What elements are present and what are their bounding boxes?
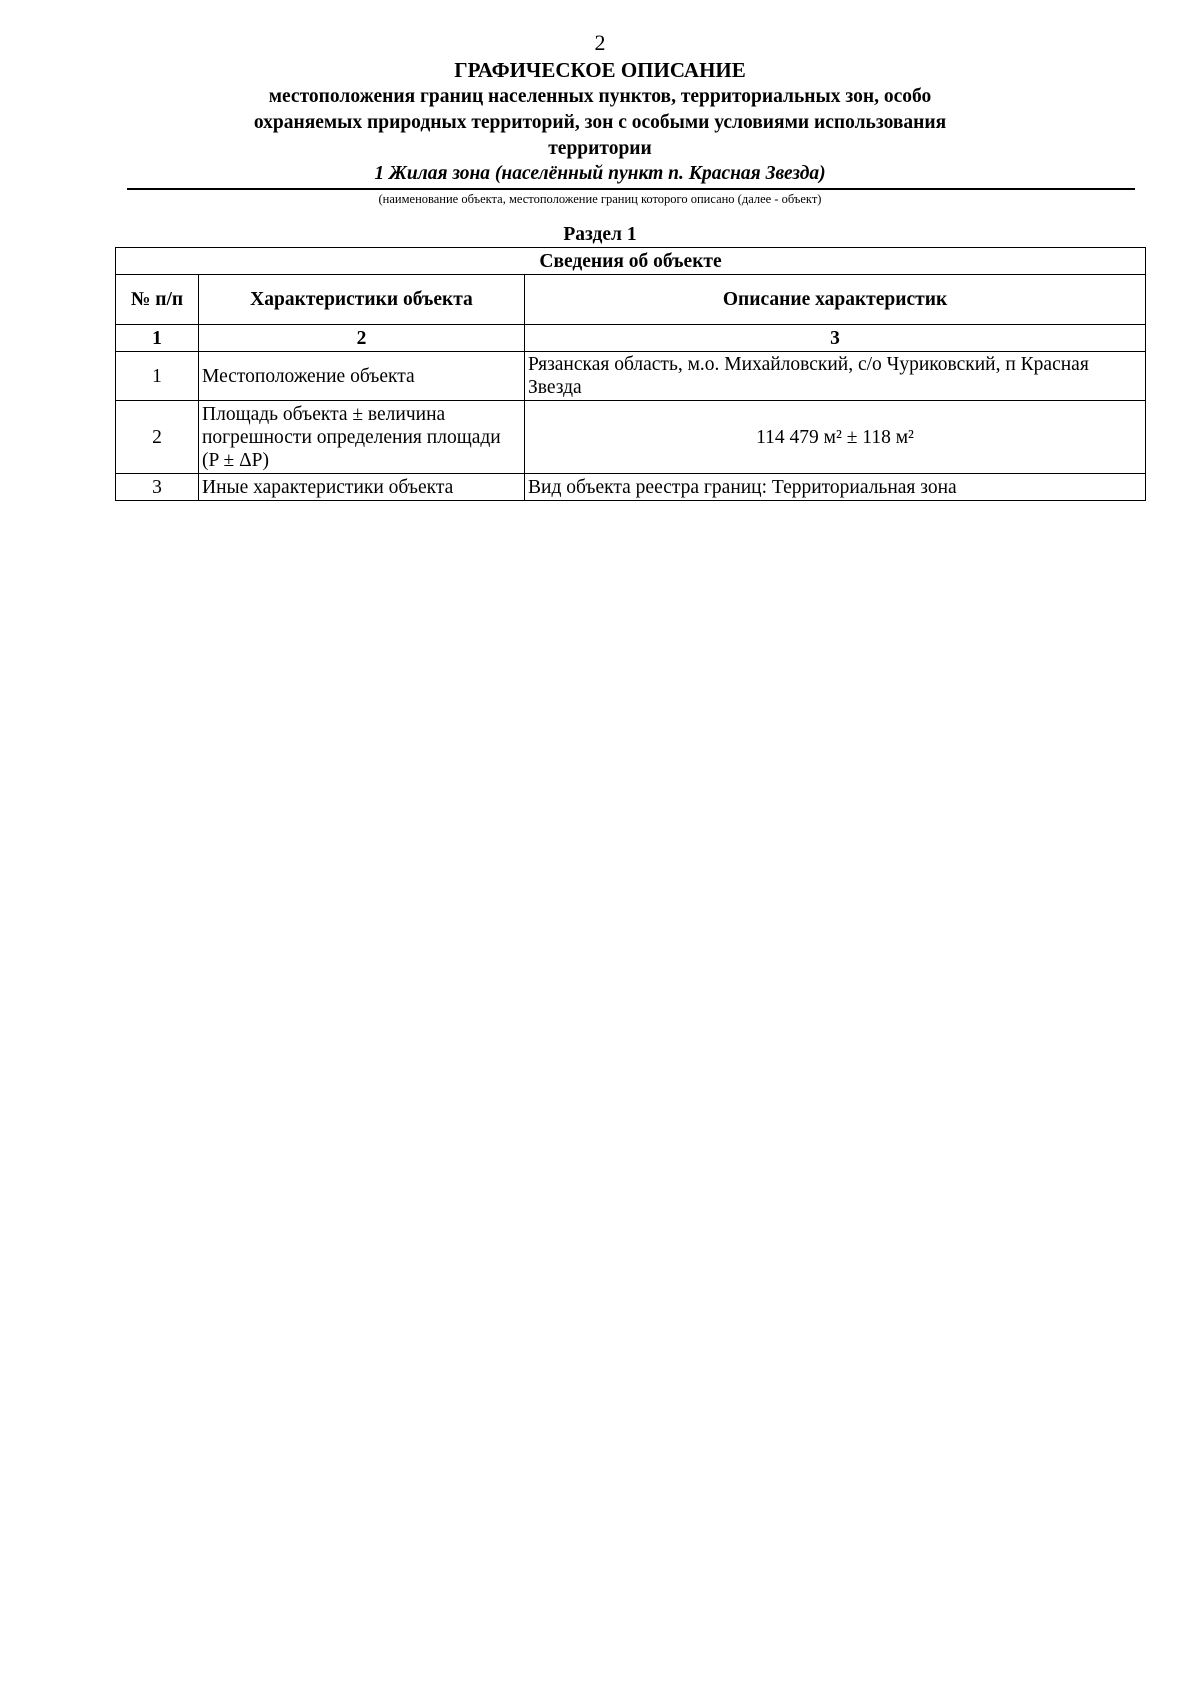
page-number: 2	[594, 30, 606, 55]
header-number: № п/п	[116, 275, 199, 325]
object-name-caption: (наименование объекта, местоположение границ которого описано (далее - объект)	[378, 192, 822, 206]
column-number: 1	[116, 325, 199, 352]
object-info-table	[115, 247, 1146, 501]
table-header-row	[116, 275, 1146, 325]
object-name: 1 Жилая зона (населённый пункт п. Красная Звезда)	[374, 163, 826, 184]
row-description: Рязанская область, м.о. Михайловский, с/о Чуриковский, п Красная Звезда	[525, 352, 1146, 401]
table-row	[116, 401, 1146, 474]
section-title: Раздел 1	[563, 224, 637, 245]
table-caption-row	[116, 248, 1146, 275]
document-title: ГРАФИЧЕСКОЕ ОПИСАНИЕ	[454, 58, 746, 82]
document-subtitle: местоположения границ населенных пунктов, территориальных зон, особо охраняемых природных территорий, зон с особыми условиями использования территории	[253, 86, 947, 159]
row-characteristic: Площадь объекта ± величина погрешности определения площади (P ± ΔP)	[199, 401, 525, 474]
row-description: 114 479 м² ± 118 м²	[525, 401, 1146, 474]
table-row	[116, 352, 1146, 401]
row-characteristic: Местоположение объекта	[199, 352, 525, 401]
row-number: 2	[116, 401, 199, 474]
row-number: 1	[116, 352, 199, 401]
column-number: 3	[525, 325, 1146, 352]
table-row	[116, 474, 1146, 501]
header-characteristic: Характеристики объекта	[199, 275, 525, 325]
object-name-underline	[127, 188, 1135, 190]
row-description: Вид объекта реестра границ: Территориальная зона	[525, 474, 1146, 501]
row-characteristic: Иные характеристики объекта	[199, 474, 525, 501]
row-number: 3	[116, 474, 199, 501]
column-number-row	[116, 325, 1146, 352]
table-caption: Сведения об объекте	[116, 248, 1146, 275]
column-number: 2	[199, 325, 525, 352]
header-description: Описание характеристик	[525, 275, 1146, 325]
